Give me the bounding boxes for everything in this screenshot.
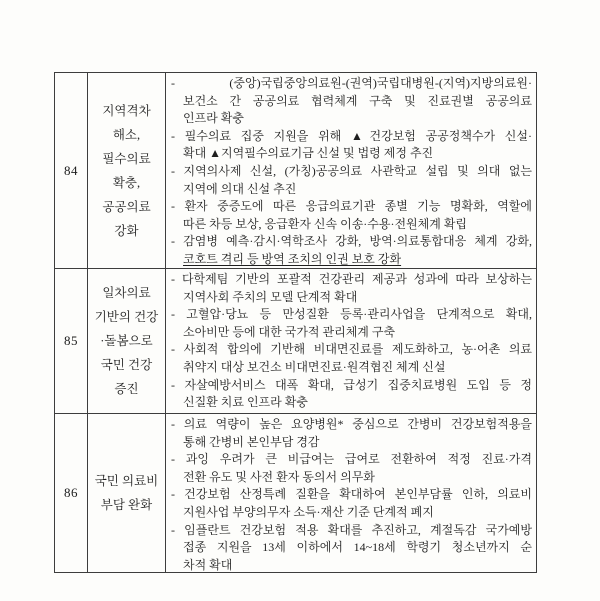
detail-line: 통해 간병비 본인부담 경감: [183, 434, 320, 449]
table-row: [55, 73, 536, 269]
bullet-item: [171, 128, 532, 163]
details-cell: [166, 269, 536, 413]
detail-line: 지역사회 주치의 모델 단계적 확대: [183, 289, 358, 304]
category-line: 강화: [114, 223, 139, 238]
row-number-cell: [55, 414, 88, 572]
category-line: 지역격차: [102, 103, 151, 118]
detail-line: 취약지 대상 보건소 비대면진료·원격협진 체계 신설: [183, 359, 446, 374]
dash-bullet-marker: -: [171, 307, 187, 322]
bullet-item: [171, 163, 532, 198]
dash-bullet-marker: -: [171, 342, 184, 357]
category-line: 기반의 건강: [94, 310, 159, 324]
category-line: 부담 완화: [100, 498, 153, 512]
category-cell: [88, 269, 166, 413]
detail-line: 지원사업 부양의무자 소득·재산 기준 단계적 폐지: [183, 504, 434, 519]
detail-line: 차적 확대: [183, 557, 233, 572]
bullet-item: [171, 233, 532, 268]
category-line: 해소,: [112, 127, 141, 142]
dash-bullet-marker: -: [171, 487, 185, 502]
category-line: 일차의료: [102, 286, 151, 300]
dash-bullet-marker: -: [171, 234, 184, 249]
detail-line: 코호트 격리 등 방역 조치의 인권 보호 강화: [183, 251, 402, 266]
bullet-item: [171, 341, 532, 376]
bullet-item: [171, 271, 532, 306]
row-number: 85: [64, 333, 78, 348]
detail-line: - 지역의사제 신설, (가칭)공공의료 사관학교 설립 및 의대 없는: [171, 163, 532, 178]
detail-line: - 고혈압·당뇨 등 만성질환 등록·관리사업을 단계적으로 확대,: [171, 307, 532, 322]
category-line: 필수의료: [102, 151, 151, 166]
detail-line: - 감염병 예측·감시·역학조사 강화, 방역·의료통합대응 체계 강화,: [171, 234, 532, 249]
detail-line: - 과잉 우려가 큰 비급여는 급여로 전환하여 적정 진료·가격: [171, 452, 532, 467]
detail-line: - 건강보험 산정특례 질환을 확대하여 본인부담률 인하, 의료비: [171, 487, 532, 502]
details-cell: [166, 414, 536, 572]
detail-line: 전환 유도 및 사전 환자 동의서 의무화: [183, 469, 375, 484]
detail-line: - 임플란트 건강보험 적용 확대를 추진하고, 계절독감 국가예방: [171, 522, 532, 537]
dash-bullet-marker: -: [171, 377, 185, 392]
bullet-item: [171, 306, 532, 341]
category-line: 국민 의료비: [94, 474, 159, 488]
table-row: [55, 414, 536, 572]
detail-line: 소아비만 등에 대한 국가적 관리체계 구축: [183, 324, 396, 339]
detail-line: 지역에 의대 신설 추진: [183, 181, 297, 196]
category-line: 확충,: [112, 175, 141, 190]
category-cell: [88, 414, 166, 572]
dash-bullet-marker: -: [171, 163, 184, 178]
dash-bullet-marker: -: [171, 522, 185, 537]
details-cell: [166, 73, 536, 268]
row-number: 86: [64, 485, 78, 500]
bullet-item: [171, 522, 532, 575]
dash-bullet-marker: -: [171, 76, 230, 90]
detail-line: - 환자 중증도에 따른 응급의료기관 종별 기능 명확화, 역할에: [171, 199, 532, 214]
dash-bullet-marker: -: [171, 452, 186, 467]
bullet-item: [171, 198, 532, 233]
detail-line: - 필수의료 집중 지원을 위해 ▲건강보험 공공정책수가 신설·: [171, 128, 532, 143]
detail-line: - 의료 역량이 높은 요양병원* 중심으로 간병비 건강보험적용을: [171, 417, 532, 431]
bullet-item: [171, 75, 532, 128]
table-row: [55, 269, 536, 414]
category-line: 증진: [114, 382, 139, 396]
dash-bullet-marker: -: [171, 128, 185, 143]
detail-line: - 다학제팀 기반의 포괄적 건강관리 제공과 성과에 따라 보상하는: [171, 272, 532, 286]
row-number-cell: [55, 73, 88, 268]
bullet-item: [171, 377, 532, 412]
row-number: 84: [64, 162, 78, 178]
row-number-cell: [55, 269, 88, 413]
detail-line: 따른 차등 보상, 응급환자 신속 이송·수용·전원체계 확립: [183, 216, 468, 231]
detail-line: 접종 지원을 13세 이하에서 14~18세 학령기 청소년까지 순: [183, 540, 532, 555]
bullet-item: [171, 416, 532, 451]
detail-line: 보건소 간 공공의료 협력체계 구축 및 진료권별 공공의료: [183, 93, 532, 108]
bullet-item: [171, 451, 532, 486]
detail-line: 확대 ▲지역필수의료기금 신설 및 법령 제정 추진: [183, 146, 434, 161]
detail-line: - 자살예방서비스 대폭 확대, 급성기 집중치료병원 도입 등 정: [171, 377, 532, 392]
category-line: 공공의료: [102, 199, 151, 214]
detail-line: - 사회적 합의에 기반해 비대면진료를 제도화하고, 농·어촌 의료: [171, 342, 532, 357]
dash-bullet-marker: -: [171, 417, 184, 431]
category-line: 국민 건강: [100, 358, 153, 372]
dash-bullet-marker: -: [171, 199, 185, 214]
category-cell: [88, 73, 166, 268]
dash-bullet-marker: -: [171, 272, 182, 286]
detail-line: 인프라 확충: [183, 111, 244, 126]
detail-line: 신질환 치료 인프라 확충: [183, 395, 308, 410]
bullet-item: [171, 486, 532, 521]
detail-line: - (중앙)국립중앙의료원-(권역)국립대병원-(지역)지방의료원·: [171, 76, 532, 90]
policy-pledge-table: [54, 72, 537, 573]
category-line: ·돌봄으로: [100, 334, 153, 348]
